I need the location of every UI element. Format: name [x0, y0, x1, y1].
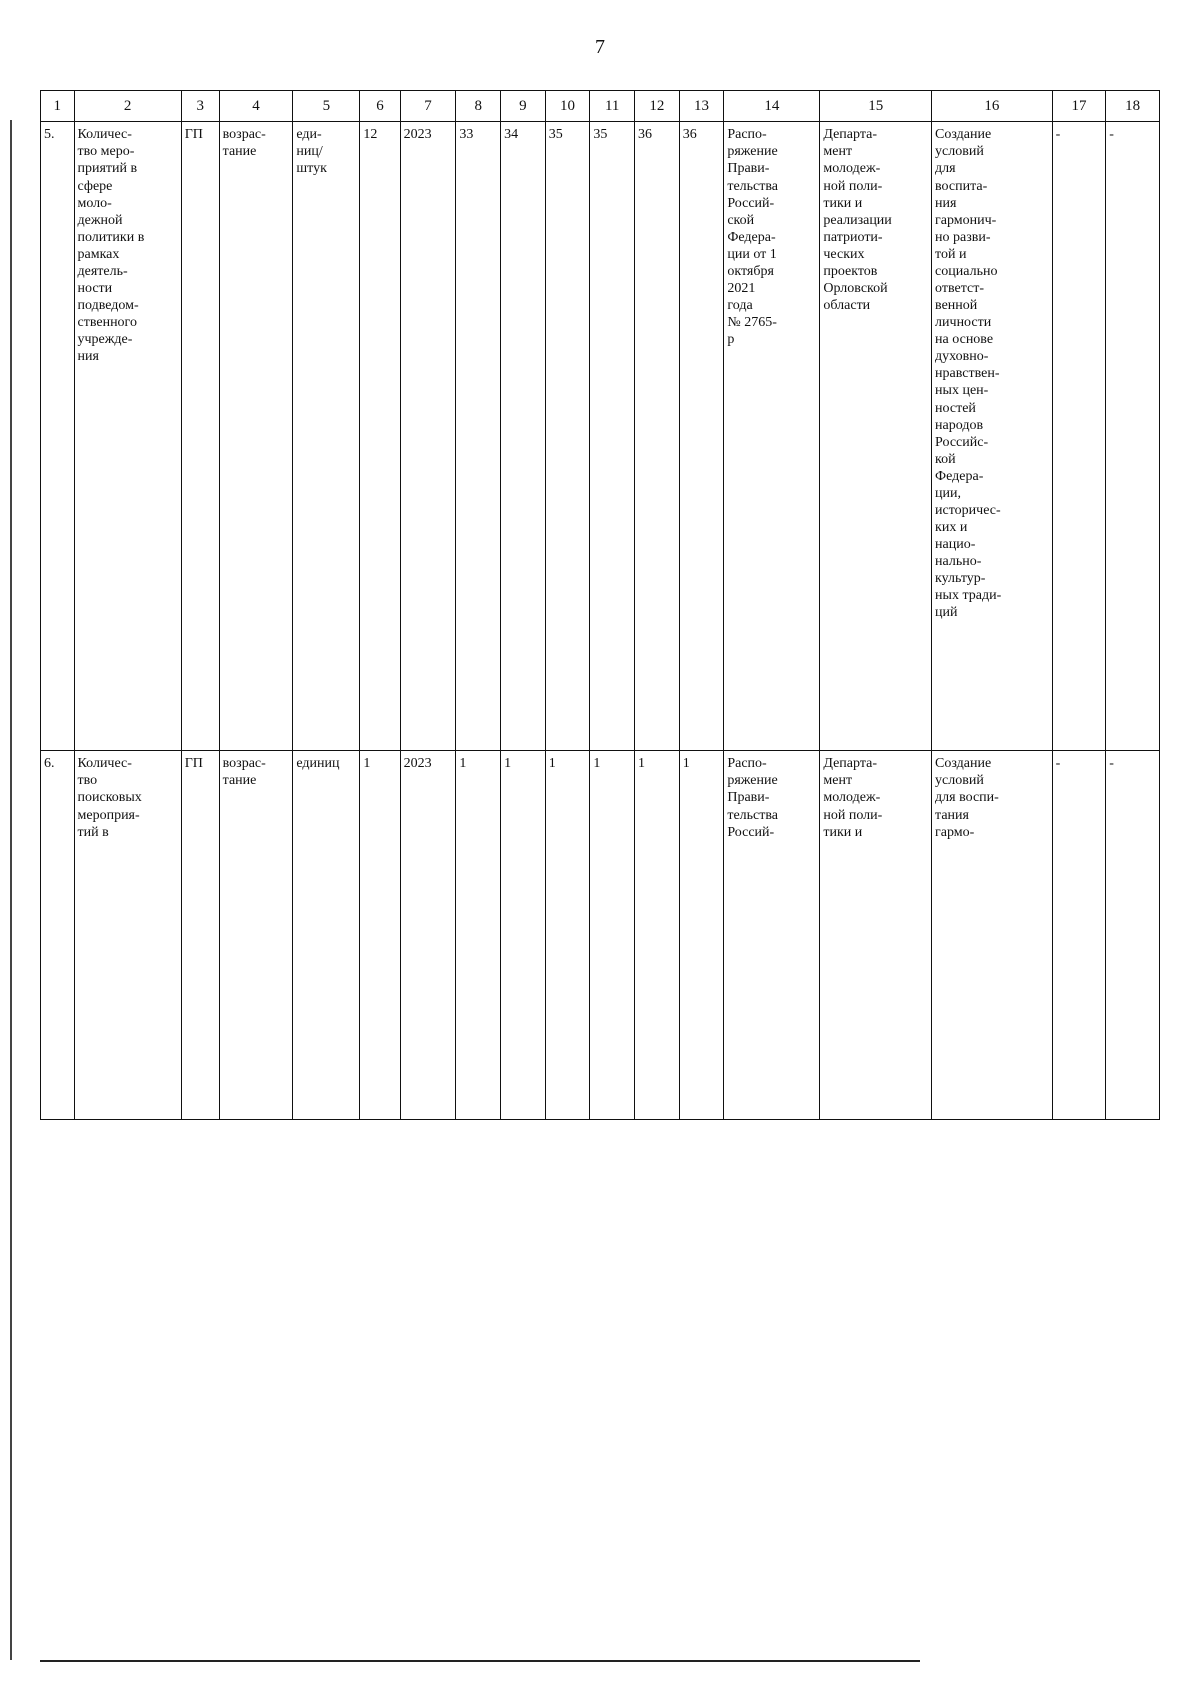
- column-header: 5: [293, 91, 360, 122]
- cell-value: 1: [501, 751, 546, 1120]
- cell-base-value: 12: [360, 122, 400, 751]
- scan-bottom-line: [40, 1660, 920, 1662]
- cell-value: 35: [590, 122, 635, 751]
- cell-base-year: 2023: [400, 751, 456, 1120]
- cell-value: 35: [545, 122, 590, 751]
- cell-program: ГП: [181, 122, 219, 751]
- column-header: 6: [360, 91, 400, 122]
- column-header: 7: [400, 91, 456, 122]
- column-header: 8: [456, 91, 501, 122]
- cell-responsible: Департа- мент молодеж- ной поли- тики и реализации патриоти- ческих проектов Орловской области: [820, 122, 932, 751]
- cell-value: 36: [635, 122, 680, 751]
- column-header: 4: [219, 91, 293, 122]
- cell-value: 1: [679, 751, 724, 1120]
- cell-value: 1: [456, 751, 501, 1120]
- cell-goal: Создание условий для воспи- тания гармо-: [932, 751, 1053, 1120]
- page-number: 7: [595, 36, 605, 58]
- cell-value: 33: [456, 122, 501, 751]
- cell-responsible: Департа- мент молодеж- ной поли- тики и: [820, 751, 932, 1120]
- column-header: 17: [1052, 91, 1106, 122]
- column-header: 9: [501, 91, 546, 122]
- indicators-table: [40, 90, 1160, 1120]
- row-number: 5.: [41, 122, 75, 751]
- cell-document: Распо- ряжение Прави- тельства Россий- ской Федера- ции от 1 октября 2021 года № 2765- р: [724, 122, 820, 751]
- cell-value: 1: [635, 751, 680, 1120]
- cell-program: ГП: [181, 751, 219, 1120]
- column-header: 3: [181, 91, 219, 122]
- cell-base-value: 1: [360, 751, 400, 1120]
- column-header: 13: [679, 91, 724, 122]
- row-number: 6.: [41, 751, 75, 1120]
- column-header: 10: [545, 91, 590, 122]
- column-header: 1: [41, 91, 75, 122]
- cell-unit: еди- ниц/ штук: [293, 122, 360, 751]
- header-row: [41, 91, 1160, 122]
- cell-trend: возрас- тание: [219, 751, 293, 1120]
- column-header: 16: [932, 91, 1053, 122]
- cell-unit: единиц: [293, 751, 360, 1120]
- cell-document: Распо- ряжение Прави- тельства Россий-: [724, 751, 820, 1120]
- cell-value: 36: [679, 122, 724, 751]
- cell-goal: Создание условий для воспита- ния гармонич- но разви- той и социально ответст- венной личности на основе духовно- нравствен- ных цен- ностей народов Российс- кой Федера- ции, историчес- ких и нацио- нально- культур- ных тради- ций: [932, 122, 1053, 751]
- cell-base-year: 2023: [400, 122, 456, 751]
- cell-dash: -: [1052, 751, 1106, 1120]
- cell-value: 34: [501, 122, 546, 751]
- indicator-name: Количес- тво меро- приятий в сфере моло- дежной политики в рамках деятель- ности подведом- ственного учрежде- ния: [74, 122, 181, 751]
- table-row: [41, 122, 1160, 751]
- column-header: 11: [590, 91, 635, 122]
- column-header: 15: [820, 91, 932, 122]
- column-header: 2: [74, 91, 181, 122]
- cell-dash: -: [1106, 751, 1160, 1120]
- indicator-name: Количес- тво поисковых мероприя- тий в: [74, 751, 181, 1120]
- cell-dash: -: [1106, 122, 1160, 751]
- cell-trend: возрас- тание: [219, 122, 293, 751]
- cell-value: 1: [545, 751, 590, 1120]
- cell-value: 1: [590, 751, 635, 1120]
- table-row: [41, 751, 1160, 1120]
- column-header: 14: [724, 91, 820, 122]
- column-header: 18: [1106, 91, 1160, 122]
- cell-dash: -: [1052, 122, 1106, 751]
- scan-edge-line: [10, 120, 12, 1660]
- column-header: 12: [635, 91, 680, 122]
